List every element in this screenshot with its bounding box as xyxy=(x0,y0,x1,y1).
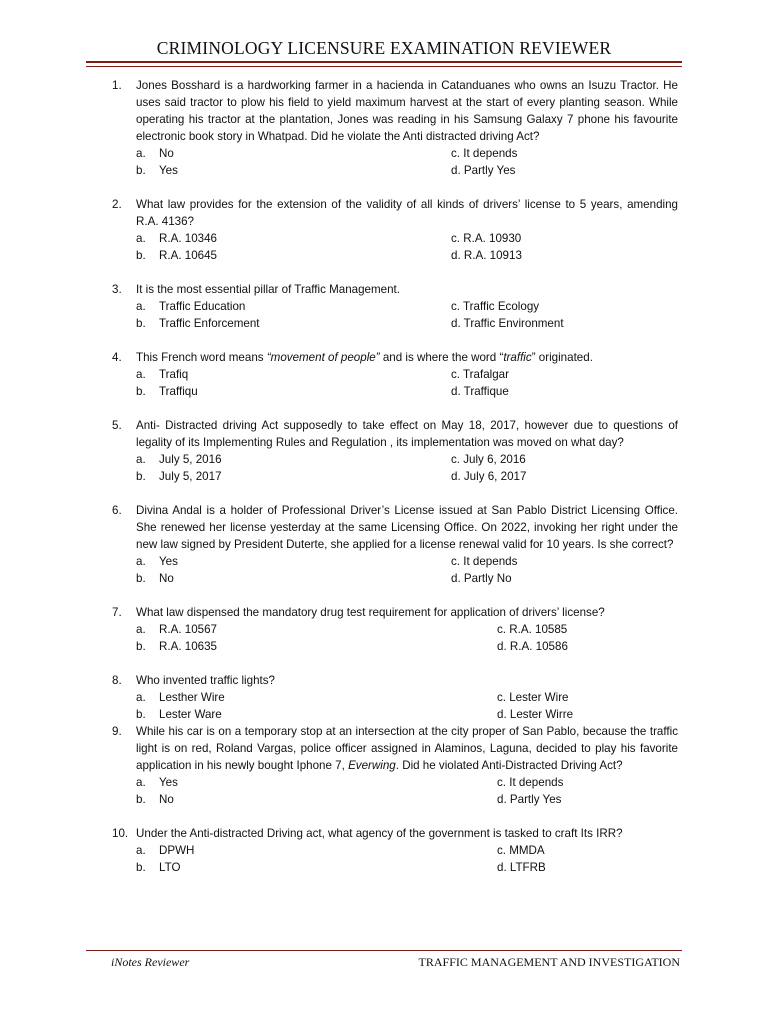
option-row xyxy=(112,247,678,264)
option-letter: b. xyxy=(136,317,146,330)
option-row xyxy=(112,859,678,876)
option-d xyxy=(497,791,561,808)
option-letter: b. xyxy=(136,385,146,398)
option-row xyxy=(112,383,678,400)
question-item xyxy=(112,77,678,179)
option-text: R.A. 10567 xyxy=(159,623,218,636)
option-text: Lesther Wire xyxy=(159,691,225,704)
option-letter: a. xyxy=(136,623,146,636)
option-d xyxy=(451,570,512,587)
option-text: c. MMDA xyxy=(497,844,545,857)
option-row xyxy=(112,366,678,383)
option-c xyxy=(451,230,521,247)
option-a xyxy=(136,145,174,162)
option-text: c. Traffic Ecology xyxy=(451,300,540,313)
question-text-emphasis: “movement of people” xyxy=(266,351,380,364)
option-a xyxy=(136,621,217,638)
option-letter: b. xyxy=(136,470,146,483)
option-text: d. July 6, 2017 xyxy=(451,470,527,483)
title-rule-thin xyxy=(86,66,682,67)
option-d xyxy=(497,706,573,723)
title-rule-thick xyxy=(86,61,682,63)
option-letter: b. xyxy=(136,249,146,262)
option-a xyxy=(136,774,178,791)
question-text xyxy=(136,672,678,689)
option-text: c. It depends xyxy=(451,147,518,160)
option-text: d. R.A. 10913 xyxy=(451,249,522,262)
option-d xyxy=(497,859,546,876)
question-number: 2. xyxy=(112,198,122,211)
option-letter: b. xyxy=(136,640,146,653)
question-number: 3. xyxy=(112,283,122,296)
option-text: No xyxy=(159,147,174,160)
option-c xyxy=(497,842,545,859)
option-a xyxy=(136,451,222,468)
question-text-segment: What law dispensed the mandatory drug test requirement for application of drivers’ license? xyxy=(136,606,605,619)
question-text-segment: It is the most essential pillar of Traffic Management. xyxy=(136,283,400,296)
option-row xyxy=(112,230,678,247)
option-row xyxy=(112,774,678,791)
option-c xyxy=(451,298,539,315)
option-letter: a. xyxy=(136,300,146,313)
option-text: LTO xyxy=(159,861,181,874)
option-c xyxy=(497,774,563,791)
option-letter: b. xyxy=(136,793,146,806)
option-text: Yes xyxy=(159,555,178,568)
question-text-segment: . Did he violated Anti-Distracted Driving Act? xyxy=(395,759,623,772)
option-text: c. It depends xyxy=(497,776,564,789)
option-text: No xyxy=(159,572,174,585)
footer-rule xyxy=(86,950,682,951)
option-c xyxy=(451,366,509,383)
option-b xyxy=(136,570,174,587)
page-title: CRIMINOLOGY LICENSURE EXAMINATION REVIEWER xyxy=(156,38,612,58)
footer-publisher: iNotes Reviewer xyxy=(111,955,190,969)
option-b xyxy=(136,859,180,876)
option-text: c. July 6, 2016 xyxy=(451,453,526,466)
option-a xyxy=(136,230,217,247)
option-letter: a. xyxy=(136,776,146,789)
question-number: 8. xyxy=(112,674,122,687)
option-b xyxy=(136,706,222,723)
option-b xyxy=(136,638,217,655)
option-text: DPWH xyxy=(159,844,195,857)
option-text: Lester Ware xyxy=(159,708,222,721)
option-text: Traffic Education xyxy=(159,300,246,313)
option-row xyxy=(112,706,678,723)
question-text xyxy=(136,825,678,842)
question-text xyxy=(136,604,678,621)
option-d xyxy=(451,247,522,264)
question-text xyxy=(136,502,678,553)
option-text: Yes xyxy=(159,776,178,789)
question-text-segment: Anti- Distracted driving Act supposedly to take effect on May 18, 2017, however due to questions of legality of its Implementing Rules and Regulation , its implementation was moved on what day? xyxy=(136,419,678,449)
option-text: d. Partly No xyxy=(451,572,512,585)
option-text: d. Traffic Environment xyxy=(451,317,564,330)
option-row xyxy=(112,298,678,315)
option-d xyxy=(451,468,526,485)
option-text: d. LTFRB xyxy=(497,861,546,874)
option-row xyxy=(112,451,678,468)
question-item xyxy=(112,825,678,876)
option-text: R.A. 10635 xyxy=(159,640,218,653)
question-text xyxy=(136,349,678,366)
option-row xyxy=(112,315,678,332)
option-b xyxy=(136,162,178,179)
option-letter: b. xyxy=(136,164,146,177)
option-letter: a. xyxy=(136,232,146,245)
option-row xyxy=(112,638,678,655)
option-text: Trafiq xyxy=(159,368,189,381)
question-text-segment: This French word means xyxy=(136,351,267,364)
question-item xyxy=(112,723,678,808)
option-c xyxy=(451,145,517,162)
option-row xyxy=(112,791,678,808)
question-text xyxy=(136,281,678,298)
option-row xyxy=(112,468,678,485)
option-c xyxy=(451,553,517,570)
option-d xyxy=(451,162,515,179)
option-letter: a. xyxy=(136,147,146,160)
option-row xyxy=(112,621,678,638)
option-a xyxy=(136,842,194,859)
question-text xyxy=(136,196,678,230)
option-b xyxy=(136,468,222,485)
option-a xyxy=(136,553,178,570)
question-text xyxy=(136,77,678,145)
option-text: c. R.A. 10930 xyxy=(451,232,522,245)
footer-subject: TRAFFIC MANAGEMENT AND INVESTIGATION xyxy=(418,955,680,969)
question-text-segment: ” originated. xyxy=(531,351,593,364)
question-item xyxy=(112,417,678,485)
question-item xyxy=(112,196,678,264)
option-row xyxy=(112,162,678,179)
option-letter: b. xyxy=(136,708,146,721)
option-b xyxy=(136,791,174,808)
option-c xyxy=(497,621,567,638)
option-d xyxy=(497,638,568,655)
option-b xyxy=(136,247,217,264)
option-row xyxy=(112,553,678,570)
option-text: d. Traffique xyxy=(451,385,509,398)
option-row xyxy=(112,145,678,162)
question-text-segment: While his car is on a temporary stop at an intersection at the city proper of San Pablo, because the traffic light is on red, Roland Vargas, police officer assigned in Alaminos, Laguna, decided to play his favorite application in his newly bought Iphone 7, xyxy=(136,725,678,772)
question-text-segment: and is where the word “ xyxy=(379,351,504,364)
question-item xyxy=(112,349,678,400)
question-text-emphasis: Everwing xyxy=(348,759,396,772)
question-item xyxy=(112,604,678,655)
question-number: 7. xyxy=(112,606,122,619)
option-text: July 5, 2017 xyxy=(159,470,222,483)
option-a xyxy=(136,366,188,383)
option-d xyxy=(451,315,564,332)
option-text: Traffiqu xyxy=(159,385,198,398)
question-text-segment: What law provides for the extension of the validity of all kinds of drivers’ license to 5 years, amending R.A. 4136? xyxy=(136,198,678,228)
option-text: R.A. 10645 xyxy=(159,249,218,262)
option-a xyxy=(136,689,225,706)
option-row xyxy=(112,689,678,706)
option-letter: a. xyxy=(136,844,146,857)
question-number: 6. xyxy=(112,504,122,517)
question-text-segment: Under the Anti-distracted Driving act, what agency of the government is tasked to craft Its IRR? xyxy=(136,827,623,840)
question-text xyxy=(136,723,678,774)
option-text: d. R.A. 10586 xyxy=(497,640,568,653)
question-text-segment: Jones Bosshard is a hardworking farmer in a hacienda in Catanduanes who owns an Isuzu Tractor. He uses said tractor to plow his field to yield maximum harvest at the start of every planting season. While operating his tractor at the plantation, Jones was reading in his Samsung Galaxy 7 phone his favourite electronic book story in Whatpad. Did he violate the Anti distracted driving Act? xyxy=(136,79,678,143)
option-text: c. Trafalgar xyxy=(451,368,509,381)
option-d xyxy=(451,383,509,400)
question-text-segment: Who invented traffic lights? xyxy=(136,674,275,687)
question-item xyxy=(112,672,678,723)
option-letter: a. xyxy=(136,453,146,466)
option-a xyxy=(136,298,245,315)
question-number: 1. xyxy=(112,79,122,92)
option-letter: a. xyxy=(136,555,146,568)
option-text: d. Lester Wirre xyxy=(497,708,574,721)
option-letter: a. xyxy=(136,691,146,704)
option-row xyxy=(112,570,678,587)
option-text: R.A. 10346 xyxy=(159,232,218,245)
question-item xyxy=(112,502,678,587)
question-number: 10. xyxy=(112,827,129,840)
option-text: c. Lester Wire xyxy=(497,691,569,704)
question-text-segment: Divina Andal is a holder of Professional Driver’s License issued at San Pablo District Licensing Office. She renewed her license yesterday at the same Licensing Office. On 2022, invoking her right under the new law signed by President Duterte, she applied for a license renewal valid for 10 years. Is she correct? xyxy=(136,504,678,551)
option-row xyxy=(112,842,678,859)
question-list xyxy=(112,77,678,893)
question-text-emphasis: traffic xyxy=(503,351,532,364)
option-text: d. Partly Yes xyxy=(497,793,562,806)
option-b xyxy=(136,315,260,332)
option-text: c. R.A. 10585 xyxy=(497,623,568,636)
option-text: July 5, 2016 xyxy=(159,453,222,466)
option-text: No xyxy=(159,793,174,806)
question-number: 4. xyxy=(112,351,122,364)
option-b xyxy=(136,383,198,400)
option-text: Yes xyxy=(159,164,178,177)
option-c xyxy=(451,451,526,468)
question-number: 9. xyxy=(112,725,122,738)
option-letter: a. xyxy=(136,368,146,381)
option-text: d. Partly Yes xyxy=(451,164,516,177)
option-c xyxy=(497,689,569,706)
option-text: c. It depends xyxy=(451,555,518,568)
option-text: Traffic Enforcement xyxy=(159,317,260,330)
question-text xyxy=(136,417,678,451)
option-letter: b. xyxy=(136,572,146,585)
question-item xyxy=(112,281,678,332)
question-number: 5. xyxy=(112,419,122,432)
option-letter: b. xyxy=(136,861,146,874)
